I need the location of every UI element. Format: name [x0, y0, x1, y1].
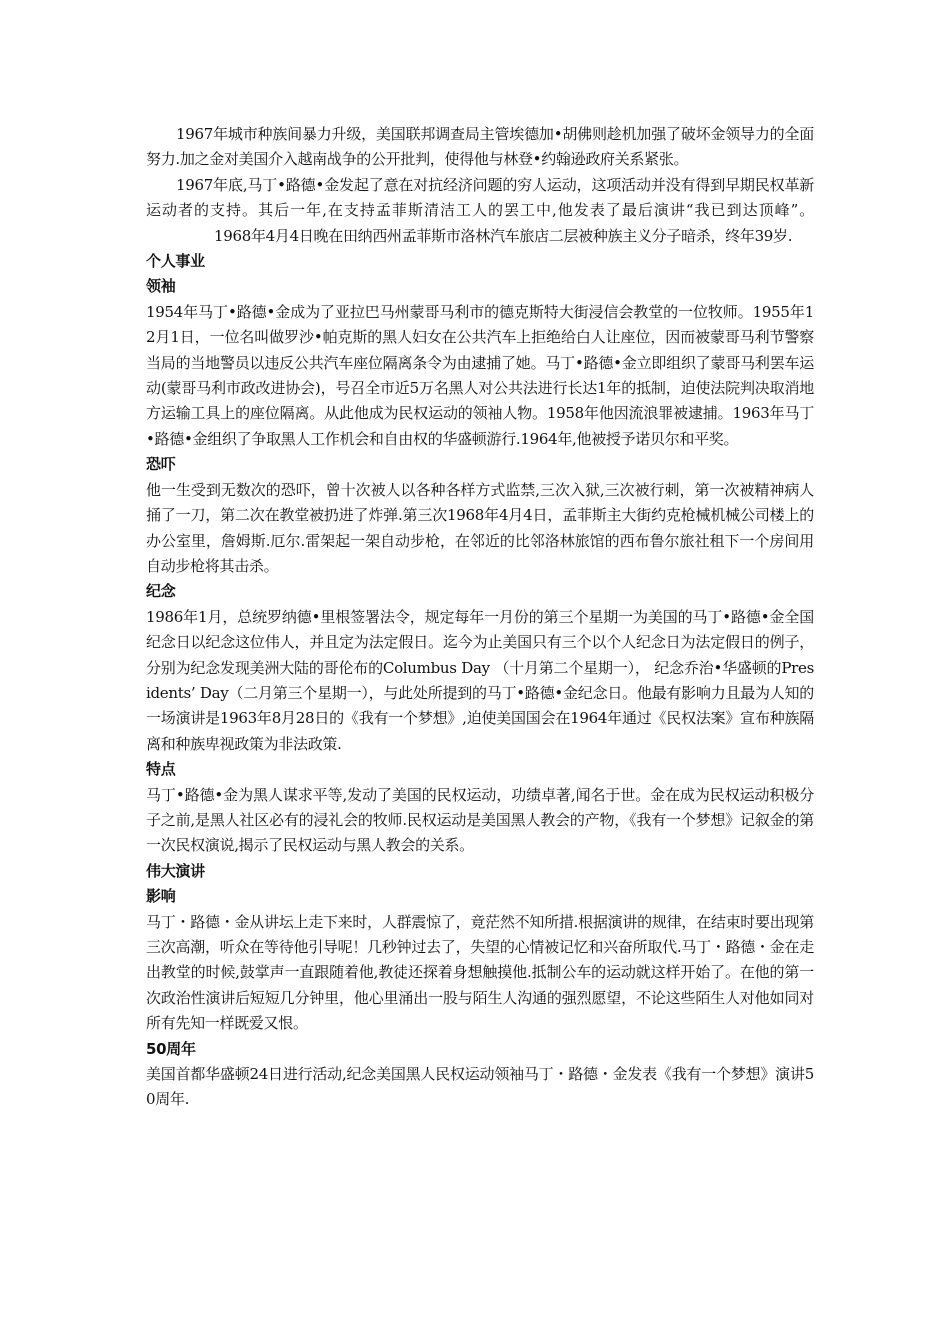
feature-paragraph: 马丁•路德•金为黑人谋求平等,发动了美国的民权运动，功绩卓著,闻名于世。金在成为民权运动积极分子之前,是黑人社区必有的浸礼会的牧师.民权运动是美国黑人教会的产物，《我有一个梦想》记叙金的第一次民权演说,揭示了民权运动与黑人教会的关系。: [146, 785, 814, 855]
heading-career: 个人事业: [146, 252, 205, 271]
heading-anniversary: 50周年: [146, 1039, 196, 1058]
impact-paragraph: 马丁・路德・金从讲坛上走下来时，人群震惊了，竟茫然不知所措.根据演讲的规律，在结束时要出现第三次高潮，听众在等待他引导呢！几秒钟过去了，失望的心情被记忆和兴奋所取代.马丁・路德・金在走出教堂的时候,鼓掌声一直跟随着他,教徒还探着身想触摸他.抵制公车的运动就这样开始了。在他的第一次政治性演讲后短短几分钟里，他心里涌出一股与陌生人沟通的强烈愿望，不论这些陌生人对他如同对所有先知一样既爱又恨。: [146, 912, 814, 1033]
intro-paragraph-1: 1967年城市种族间暴力升级，美国联邦调查局主管埃德加•胡佛则趁机加强了破坏金领导力的全面努力.加之金对美国介入越南战争的公开批判，使得他与林登•约翰逊政府关系紧张。: [146, 125, 814, 169]
anniversary-paragraph: 美国首都华盛顿24日进行活动,纪念美国黑人民权运动领袖马丁・路德・金发表《我有一个梦想》演讲50周年.: [146, 1065, 814, 1109]
intro-paragraph-2-part-a: 1967年底,马丁•路德•金发起了意在对抗经济问题的穷人运动，这项活动并没有得到早期民权革新运动者的支持。其后一年,在支持孟菲斯清洁工人的罢工中,他发表了最后演讲“我已到达顶峰”。: [146, 175, 814, 220]
heading-speech: 伟大演讲: [146, 861, 205, 880]
heading-impact: 影响: [146, 887, 176, 906]
heading-feature: 特点: [146, 760, 176, 779]
heading-threat: 恐吓: [146, 455, 176, 474]
document-page: [146, 122, 814, 1113]
heading-leader: 领袖: [146, 277, 176, 296]
threat-paragraph: 他一生受到无数次的恐吓，曾十次被人以各种各样方式监禁,三次入狱,三次被行刺，第一次被精神病人捅了一刀，第二次在教堂被扔进了炸弹.第三次1968年4月4日，孟菲斯主大街约克枪械机械公司楼上的办公室里，詹姆斯.厄尔.雷架起一架自动步枪，在邻近的比邻洛林旅馆的西布鲁尔旅社租下一个房间用自动步枪将其击杀。: [146, 480, 814, 575]
memorial-paragraph: 1986年1月，总统罗纳德•里根签署法令，规定每年一月份的第三个星期一为美国的马丁•路德•金全国纪念日以纪念这位伟人，并且定为法定假日。迄今为止美国只有三个以个人纪念日为法定假日的例子，分别为纪念发现美洲大陆的哥伦布的Columbus Day （十月第二个星期一）， 纪念乔治•华盛顿的Presidents’ Day（二月第三个星期一），与此处所提到的马丁•路德•金纪念日。他最有影响力且最为人知的一场演讲是1963年8月28日的《我有一个梦想》,迫使美国国会在1964年通过《民权法案》宣布种族隔离和种族卑视政策为非法政策.: [146, 607, 814, 753]
leader-paragraph: 1954年马丁•路德•金成为了亚拉巴马州蒙哥马利市的德克斯特大街浸信会教堂的一位牧师。1955年12月1日，一位名叫做罗沙•帕克斯的黑人妇女在公共汽车上拒绝给白人让座位，因而被蒙哥马利节警察当局的当地警员以违反公共汽车座位隔离条令为由逮捕了她。马丁•路德•金立即组织了蒙哥马利罢车运动(蒙哥马利市政改进协会)，号召全市近5万名黑人对公共法进行长达1年的抵制，迫使法院判决取消地方运输工具上的座位隔离。从此他成为民权运动的领袖人物。1958年他因流浪罪被逮捕。1963年马丁•路德•金组织了争取黑人工作机会和自由权的华盛顿游行.1964年,他被授予诺贝尔和平奖。: [146, 302, 814, 448]
intro-paragraph-2: [146, 173, 814, 249]
heading-memorial: 纪念: [146, 582, 176, 601]
intro-paragraph-2-part-b: 1968年4月4日晚在田纳西州孟菲斯市洛林汽车旅店二层被种族主义分子暗杀，终年39岁.: [214, 226, 793, 245]
